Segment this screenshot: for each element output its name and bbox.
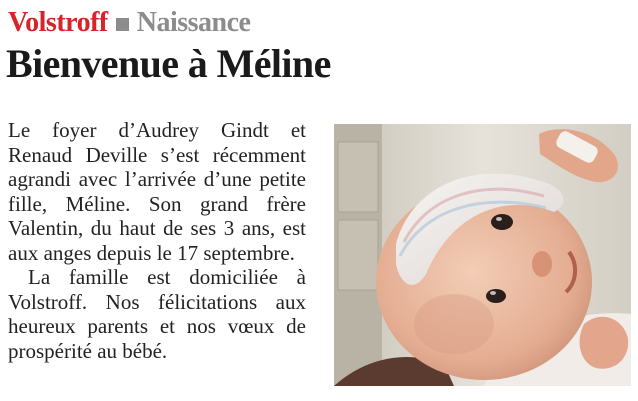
article-body — [8, 118, 306, 363]
article-kicker — [8, 6, 250, 40]
headline: Bienvenue à Méline — [6, 41, 331, 86]
article-paragraph-2: La famille est domiciliée à Volstroff. Nos félicitations aux heureux parents et nos vœux de prospérité au bébé. — [8, 265, 306, 363]
kicker-section: Naissance — [136, 7, 251, 38]
kicker-place: Volstroff — [8, 7, 108, 38]
article-paragraph-1: Le foyer d’Audrey Gindt et Renaud Deville s’est récemment agrandi avec l’arrivée d’une petite fille, Méline. Son grand frère Valentin, du haut de ses 3 ans, est aux anges depuis le 17 septembre. — [8, 118, 306, 265]
newborn-baby-photo — [334, 124, 631, 386]
square-bullet-icon — [116, 18, 129, 31]
newborn-photo — [334, 124, 631, 386]
